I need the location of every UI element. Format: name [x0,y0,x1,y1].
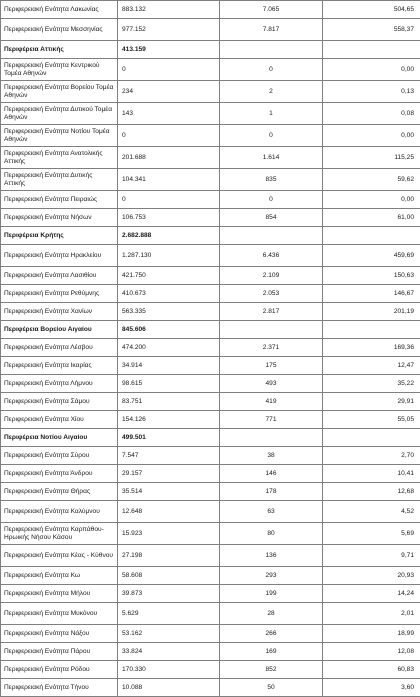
table-row [1,103,420,125]
value-cell-2: 0 [220,125,323,147]
table-row [1,375,420,393]
value-cell-1: 499.501 [118,429,220,447]
value-cell-1: 563.335 [118,303,220,321]
value-cell-2: 852 [220,661,323,679]
value-cell-2: 1.614 [220,147,323,169]
value-cell-2: 178 [220,483,323,501]
value-cell-3: 12,08 [323,643,420,661]
value-cell-3: 14,24 [323,585,420,603]
value-cell-3: 9,71 [323,545,420,567]
value-cell-1: 201.688 [118,147,220,169]
unit-name-cell: Περιφερειακή Ενότητα Τήνου [1,679,118,697]
unit-name-cell: Περιφερειακή Ενότητα Μεσσηνίας [1,19,118,41]
value-cell-3: 5,69 [323,523,420,545]
value-cell-1: 0 [118,125,220,147]
value-cell-1: 53.162 [118,625,220,643]
table-row [1,545,420,567]
unit-name-cell: Περιφερειακή Ενότητα Λέσβου [1,339,118,357]
value-cell-2: 175 [220,357,323,375]
value-cell-1: 0 [118,59,220,81]
unit-name-cell: Περιφερειακή Ενότητα Βορείου Τομέα Αθηνών [1,81,118,103]
value-cell-2: 293 [220,567,323,585]
table-row [1,567,420,585]
table-row [1,523,420,545]
value-cell-2: 63 [220,501,323,523]
value-cell-2: 50 [220,679,323,697]
value-cell-1: 234 [118,81,220,103]
value-cell-3: 146,67 [323,285,420,303]
unit-name-cell: Περιφερειακή Ενότητα Πάρου [1,643,118,661]
table-row [1,357,420,375]
value-cell-3: 0,08 [323,103,420,125]
table-row [1,501,420,523]
value-cell-2 [220,227,323,245]
unit-name-cell: Περιφερειακή Ενότητα Νάξου [1,625,118,643]
table-row [1,447,420,465]
unit-name-cell: Περιφερειακή Ενότητα Δυτικής Αττικής [1,169,118,191]
table-row [1,679,420,697]
value-cell-3: 12,68 [323,483,420,501]
value-cell-1: 170.330 [118,661,220,679]
value-cell-1: 421.750 [118,267,220,285]
value-cell-2: 7.817 [220,19,323,41]
table-row [1,411,420,429]
table-row [1,147,420,169]
unit-name-cell: Περιφέρεια Αττικής [1,41,118,59]
value-cell-3: 29,91 [323,393,420,411]
unit-name-cell: Περιφερειακή Ενότητα Λακωνίας [1,1,118,19]
table-row [1,19,420,41]
unit-name-cell: Περιφερειακή Ενότητα Μυκόνου [1,603,118,625]
value-cell-1: 35.514 [118,483,220,501]
value-cell-3: 201,19 [323,303,420,321]
value-cell-1: 33.824 [118,643,220,661]
value-cell-1: 58.608 [118,567,220,585]
value-cell-1: 98.615 [118,375,220,393]
unit-name-cell: Περιφερειακή Ενότητα Καρπάθου-Ηρωικής Νήσου Κάσου [1,523,118,545]
region-row [1,41,420,59]
value-cell-3: 4,52 [323,501,420,523]
table-row [1,303,420,321]
value-cell-3: 3,60 [323,679,420,697]
value-cell-1: 34.914 [118,357,220,375]
value-cell-1: 7.547 [118,447,220,465]
value-cell-1: 143 [118,103,220,125]
unit-name-cell: Περιφερειακή Ενότητα Σάμου [1,393,118,411]
value-cell-2: 419 [220,393,323,411]
value-cell-2: 493 [220,375,323,393]
value-cell-2 [220,321,323,339]
value-cell-2: 2.053 [220,285,323,303]
table-row [1,483,420,501]
value-cell-1: 15.923 [118,523,220,545]
value-cell-3: 18,99 [323,625,420,643]
value-cell-3: 59,62 [323,169,420,191]
value-cell-2: 146 [220,465,323,483]
table-row [1,661,420,679]
value-cell-2: 169 [220,643,323,661]
value-cell-3: 0,13 [323,81,420,103]
value-cell-2: 266 [220,625,323,643]
value-cell-3: 35,22 [323,375,420,393]
table-row [1,245,420,267]
value-cell-3 [323,41,420,59]
unit-name-cell: Περιφέρεια Νοτίου Αιγαίου [1,429,118,447]
value-cell-3: 60,83 [323,661,420,679]
value-cell-3: 10,41 [323,465,420,483]
value-cell-2: 7.065 [220,1,323,19]
value-cell-3: 558,37 [323,19,420,41]
value-cell-1: 154.126 [118,411,220,429]
table-row [1,125,420,147]
value-cell-2: 2 [220,81,323,103]
value-cell-1: 1.287.130 [118,245,220,267]
value-cell-3: 20,93 [323,567,420,585]
unit-name-cell: Περιφερειακή Ενότητα Ηρακλείου [1,245,118,267]
value-cell-3: 115,25 [323,147,420,169]
unit-name-cell: Περιφέρεια Κρήτης [1,227,118,245]
table-row [1,169,420,191]
unit-name-cell: Περιφερειακή Ενότητα Νήσων [1,209,118,227]
value-cell-3: 12,47 [323,357,420,375]
value-cell-3: 459,69 [323,245,420,267]
table-row [1,393,420,411]
unit-name-cell: Περιφερειακή Ενότητα Χίου [1,411,118,429]
value-cell-2: 80 [220,523,323,545]
unit-name-cell: Περιφερειακή Ενότητα Κω [1,567,118,585]
unit-name-cell: Περιφερειακή Ενότητα Λασιθίου [1,267,118,285]
unit-name-cell: Περιφερειακή Ενότητα Ικαρίας [1,357,118,375]
value-cell-2 [220,429,323,447]
unit-name-cell: Περιφέρεια Βορείου Αιγαίου [1,321,118,339]
value-cell-1: 5.629 [118,603,220,625]
table-row [1,59,420,81]
value-cell-2: 136 [220,545,323,567]
value-cell-3 [323,429,420,447]
unit-name-cell: Περιφερειακή Ενότητα Πειραιώς [1,191,118,209]
value-cell-3 [323,321,420,339]
value-cell-2: 0 [220,191,323,209]
unit-name-cell: Περιφερειακή Ενότητα Μήλου [1,585,118,603]
value-cell-3: 150,63 [323,267,420,285]
value-cell-1: 12.648 [118,501,220,523]
region-row [1,227,420,245]
value-cell-3: 61,00 [323,209,420,227]
value-cell-1: 106.753 [118,209,220,227]
unit-name-cell: Περιφερειακή Ενότητα Ανατολικής Αττικής [1,147,118,169]
value-cell-2: 38 [220,447,323,465]
value-cell-2: 854 [220,209,323,227]
value-cell-2: 835 [220,169,323,191]
value-cell-1: 474.200 [118,339,220,357]
value-cell-3: 0,00 [323,191,420,209]
value-cell-2: 2.371 [220,339,323,357]
value-cell-2: 2.109 [220,267,323,285]
value-cell-2: 199 [220,585,323,603]
value-cell-1: 0 [118,191,220,209]
value-cell-1: 410.673 [118,285,220,303]
unit-name-cell: Περιφερειακή Ενότητα Καλύμνου [1,501,118,523]
table-row [1,209,420,227]
table-row [1,339,420,357]
value-cell-3 [323,227,420,245]
value-cell-3: 2,70 [323,447,420,465]
value-cell-1: 413.159 [118,41,220,59]
unit-name-cell: Περιφερειακή Ενότητα Λήμνου [1,375,118,393]
unit-name-cell: Περιφερειακή Ενότητα Σύρου [1,447,118,465]
unit-name-cell: Περιφερειακή Ενότητα Άνδρου [1,465,118,483]
unit-name-cell: Περιφερειακή Ενότητα Ρόδου [1,661,118,679]
table-row [1,285,420,303]
value-cell-1: 29.157 [118,465,220,483]
value-cell-1: 10.088 [118,679,220,697]
table-row [1,465,420,483]
value-cell-2: 6.436 [220,245,323,267]
value-cell-1: 27.198 [118,545,220,567]
unit-name-cell: Περιφερειακή Ενότητα Κέας - Κύθνου [1,545,118,567]
value-cell-1: 845.606 [118,321,220,339]
table-row [1,585,420,603]
value-cell-2 [220,41,323,59]
unit-name-cell: Περιφερειακή Ενότητα Θήρας [1,483,118,501]
value-cell-1: 2.682.888 [118,227,220,245]
value-cell-1: 39.873 [118,585,220,603]
value-cell-3: 169,36 [323,339,420,357]
value-cell-1: 883.132 [118,1,220,19]
value-cell-3: 55,05 [323,411,420,429]
value-cell-3: 504,65 [323,1,420,19]
table-row [1,81,420,103]
value-cell-3: 2,01 [323,603,420,625]
value-cell-3: 0,00 [323,125,420,147]
unit-name-cell: Περιφερειακή Ενότητα Κεντρικού Τομέα Αθηνών [1,59,118,81]
unit-name-cell: Περιφερειακή Ενότητα Δυτικού Τομέα Αθηνών [1,103,118,125]
unit-name-cell: Περιφερειακή Ενότητα Ρεθύμνης [1,285,118,303]
value-cell-1: 83.751 [118,393,220,411]
value-cell-1: 104.341 [118,169,220,191]
value-cell-2: 1 [220,103,323,125]
table-row [1,643,420,661]
region-row [1,429,420,447]
value-cell-3: 0,00 [323,59,420,81]
value-cell-2: 28 [220,603,323,625]
value-cell-2: 0 [220,59,323,81]
value-cell-2: 2.817 [220,303,323,321]
table-body [1,1,420,697]
table-row [1,1,420,19]
table-row [1,603,420,625]
unit-name-cell: Περιφερειακή Ενότητα Χανίων [1,303,118,321]
value-cell-1: 977.152 [118,19,220,41]
table-row [1,625,420,643]
region-row [1,321,420,339]
unit-name-cell: Περιφερειακή Ενότητα Νοτίου Τομέα Αθηνών [1,125,118,147]
table-row [1,267,420,285]
table-row [1,191,420,209]
value-cell-2: 771 [220,411,323,429]
